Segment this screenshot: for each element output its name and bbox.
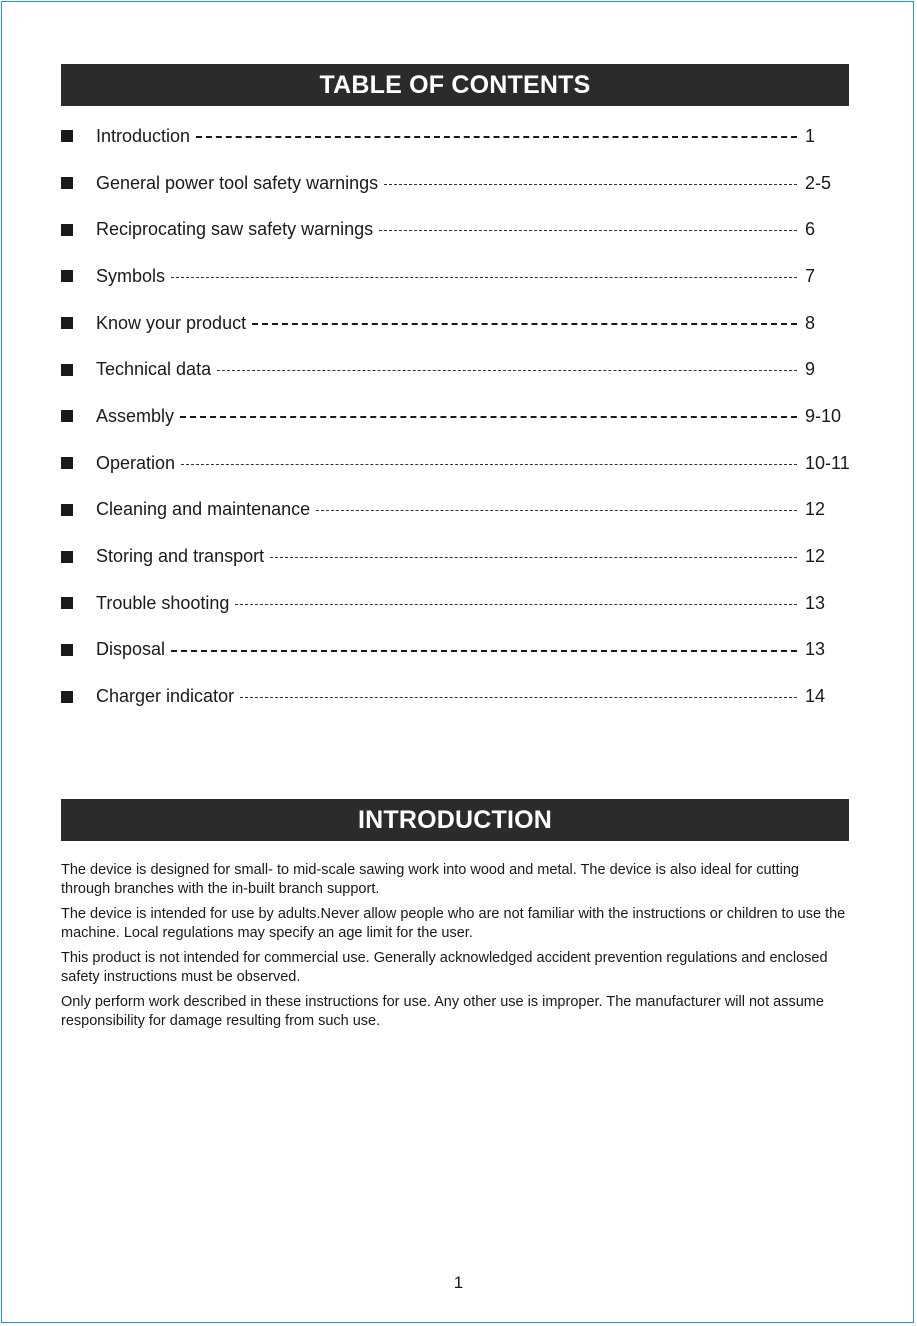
- toc-page-number: 9-10: [805, 405, 842, 426]
- bullet-square-icon: [61, 410, 73, 422]
- toc-page-number: 13: [805, 592, 826, 613]
- toc-row[interactable]: [61, 346, 861, 393]
- bullet-square-icon: [61, 597, 73, 609]
- toc-leader: [316, 510, 797, 511]
- bullet-square-icon: [61, 644, 73, 656]
- toc-label: Charger indicator: [96, 686, 235, 707]
- toc-row[interactable]: [61, 300, 861, 347]
- toc-label: Storing and transport: [96, 546, 265, 567]
- toc-page-number: 14: [805, 686, 826, 707]
- toc-leader: [217, 370, 797, 371]
- bullet-square-icon: [61, 691, 73, 703]
- toc-row[interactable]: [61, 160, 861, 207]
- toc-label: Trouble shooting: [96, 592, 230, 613]
- toc-label: Disposal: [96, 639, 166, 660]
- bullet-square-icon: [61, 551, 73, 563]
- toc-title: TABLE OF CONTENTS: [319, 70, 591, 99]
- bullet-square-icon: [61, 504, 73, 516]
- bullet-square-icon: [61, 457, 73, 469]
- toc-label: Operation: [96, 452, 176, 473]
- toc-page-number: 12: [805, 546, 826, 567]
- toc-row[interactable]: [61, 440, 861, 487]
- toc-leader: [384, 184, 797, 185]
- toc-page-number: 12: [805, 499, 826, 520]
- toc-page-number: 8: [805, 312, 816, 333]
- toc-label: Cleaning and maintenance: [96, 499, 311, 520]
- toc-leader: [252, 323, 797, 325]
- bullet-square-icon: [61, 130, 73, 142]
- toc-row[interactable]: [61, 393, 861, 440]
- toc-row[interactable]: [61, 206, 861, 253]
- toc-list: [61, 113, 861, 720]
- toc-label: Know your product: [96, 312, 247, 333]
- toc-label: Symbols: [96, 265, 166, 286]
- toc-leader: [181, 464, 797, 465]
- toc-leader: [180, 416, 797, 418]
- toc-leader: [240, 697, 797, 698]
- toc-page-number: 6: [805, 219, 816, 240]
- toc-page-number: 1: [805, 125, 816, 146]
- toc-leader: [379, 230, 797, 231]
- introduction-header: [61, 799, 849, 841]
- introduction-paragraph: Only perform work described in these instructions for use. Any other use is improper. The manufacturer will not assume responsibility for damage resulting from such use.: [61, 994, 824, 1029]
- toc-leader: [196, 136, 797, 138]
- toc-leader: [235, 604, 797, 605]
- toc-row[interactable]: [61, 533, 861, 580]
- introduction-body: [61, 861, 851, 1037]
- toc-row[interactable]: [61, 580, 861, 627]
- bullet-square-icon: [61, 317, 73, 329]
- introduction-title: INTRODUCTION: [357, 805, 553, 834]
- toc-label: Introduction: [96, 125, 191, 146]
- toc-page-number: 7: [805, 265, 816, 286]
- toc-page-number: 9: [805, 359, 816, 380]
- toc-row[interactable]: [61, 627, 861, 674]
- toc-leader: [171, 650, 797, 652]
- toc-row[interactable]: [61, 113, 861, 160]
- toc-page-number: 13: [805, 639, 826, 660]
- page-number: 1: [453, 1273, 464, 1292]
- toc-label: Reciprocating saw safety warnings: [96, 219, 374, 240]
- toc-row[interactable]: [61, 487, 861, 534]
- toc-label: Technical data: [96, 359, 212, 380]
- bullet-square-icon: [61, 364, 73, 376]
- bullet-square-icon: [61, 177, 73, 189]
- introduction-paragraph: The device is designed for small- to mid-scale sawing work into wood and metal. The device is also ideal for cutting through branches with the in-built branch support.: [61, 862, 799, 897]
- toc-label: General power tool safety warnings: [96, 172, 379, 193]
- toc-row[interactable]: [61, 673, 861, 720]
- toc-page-number: 2-5: [805, 172, 832, 193]
- toc-row[interactable]: [61, 253, 861, 300]
- toc-page-number: 10-11: [805, 452, 850, 473]
- bullet-square-icon: [61, 224, 73, 236]
- toc-label: Assembly: [96, 405, 175, 426]
- toc-leader: [171, 277, 797, 278]
- bullet-square-icon: [61, 270, 73, 282]
- introduction-paragraph: This product is not intended for commercial use. Generally acknowledged accident prevention regulations and enclosed safety instructions must be observed.: [61, 950, 828, 985]
- introduction-paragraph: The device is intended for use by adults.Never allow people who are not familiar with the instructions or children to use the machine. Local regulations may specify an age limit for the user.: [61, 906, 846, 941]
- toc-leader: [270, 557, 797, 558]
- toc-header: [61, 64, 849, 106]
